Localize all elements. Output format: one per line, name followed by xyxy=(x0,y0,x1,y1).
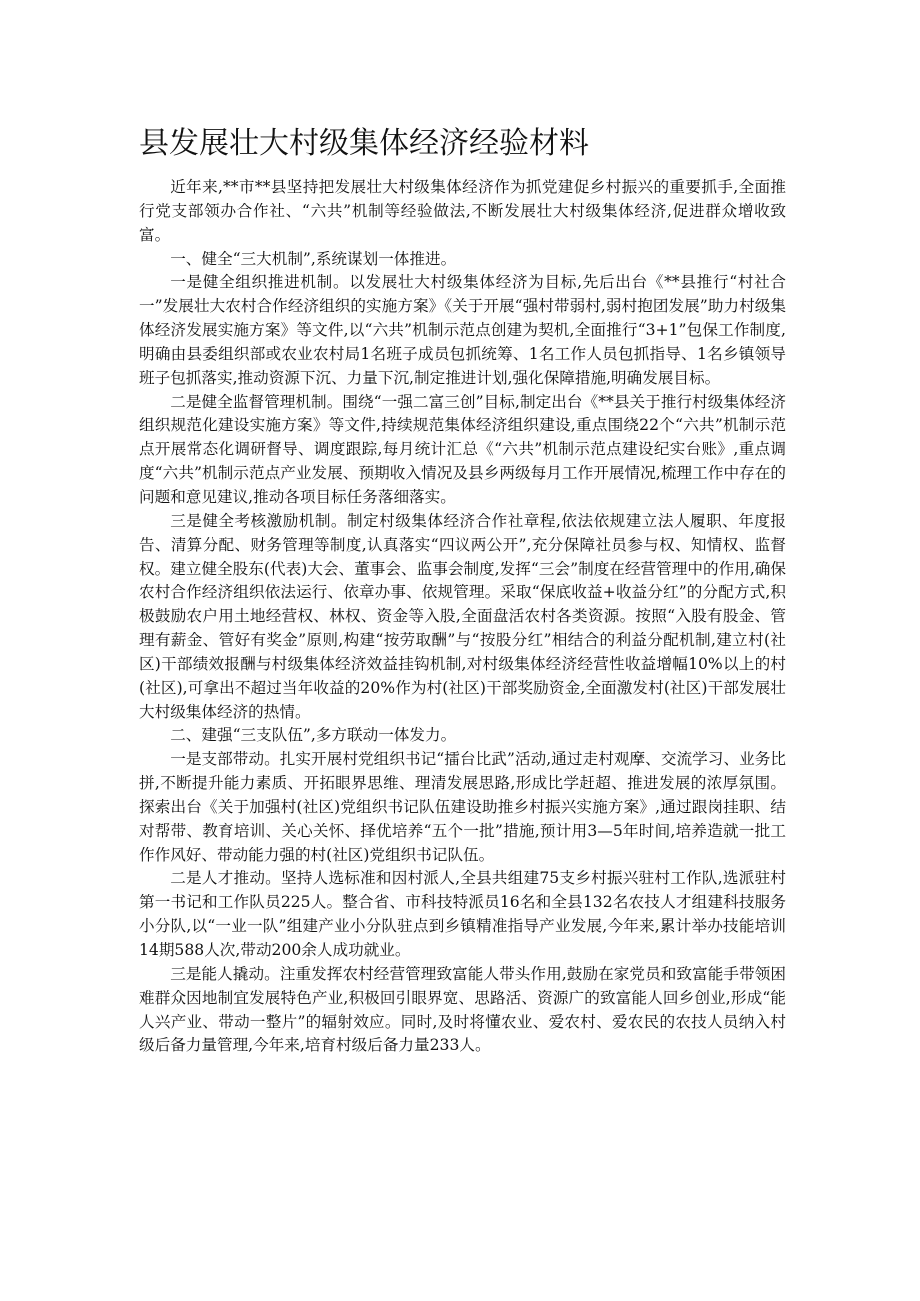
section-heading-1: 一、健全“三大机制”,系统谋划一体推进。 xyxy=(170,249,457,268)
document-page xyxy=(139,120,786,1058)
body-paragraph: 二是健全监督管理机制。围绕“一强二富三创”目标,制定出台《**县关于推行村级集体经济组织规范化建设实施方案》等文件,持续规范集体经济组织建设,重点围绕22个“六共”机制示范点开展常态化调研督导、调度跟踪,每月统计汇总《“六共”机制示范点建设纪实台账》,重点调度“六共”机制示范点产业发展、预期收入情况及县乡两级每月工作开展情况,梳理工作中存在的问题和意见建议,推动各项目标任务落细落实。 xyxy=(139,392,786,506)
body-paragraph: 三是能人撬动。注重发挥农村经营管理致富能人带头作用,鼓励在家党员和致富能手带领困难群众因地制宜发展特色产业,积极回引眼界宽、思路活、资源广的致富能人回乡创业,形成“能人兴产业、带动一整片”的辐射效应。同时,及时将懂农业、爱农村、爱农民的农技人员纳入村级后备力量管理,今年来,培育村级后备力量233人。 xyxy=(139,964,786,1055)
body-paragraph: 一是支部带动。扎实开展村党组织书记“擂台比武”活动,通过走村观摩、交流学习、业务比拼,不断提升能力素质、开拓眼界思维、理清发展思路,形成比学赶超、推进发展的浓厚氛围。探索出台《关于加强村(社区)党组织书记队伍建设助推乡村振兴实施方案》,通过跟岗挂职、结对帮带、教育培训、关心关怀、择优培养“五个一批”措施,预计用3—5年时间,培养造就一批工作作风好、带动能力强的村(社区)党组织书记队伍。 xyxy=(139,750,786,864)
intro-paragraph: 近年来,**市**县坚持把发展壮大村级集体经济作为抓党建促乡村振兴的重要抓手,全面推行党支部领办合作社、“六共”机制等经验做法,不断发展壮大村级集体经济,促进群众增收致富。 xyxy=(139,178,786,244)
section-heading-2: 二、建强“三支队伍”,多方联动一体发力。 xyxy=(170,726,457,745)
body-paragraph: 三是健全考核激励机制。制定村级集体经济合作社章程,依法依规建立法人履职、年度报告、清算分配、财务管理等制度,认真落实“四议两公开”,充分保障社员参与权、知情权、监督权。建立健全股东(代表)大会、董事会、监事会制度,发挥“三会”制度在经营管理中的作用,确保农村合作经济组织依法运行、依章办事、依规管理。采取“保底收益+收益分红”的分配方式,积极鼓励农户用土地经营权、林权、资金等入股,全面盘活农村各类资源。按照“入股有股金、管理有薪金、管好有奖金”原则,构建“按劳取酬”与“按股分红”相结合的利益分配机制,建立村(社区)干部绩效报酬与村级集体经济效益挂钩机制,对村级集体经济经营性收益增幅10%以上的村(社区),可拿出不超过当年收益的20%作为村(社区)干部奖励资金,全面激发村(社区)干部发展壮大村级集体经济的热情。 xyxy=(139,511,786,721)
document-title: 县发展壮大村级集体经济经验材料 xyxy=(139,126,589,161)
body-paragraph: 二是人才推动。坚持人选标准和因村派人,全县共组建75支乡村振兴驻村工作队,选派驻村第一书记和工作队员225人。整合省、市科技特派员16名和全县132名农技人才组建科技服务小分队,以“一业一队”组建产业小分队驻点到乡镇精准指导产业发展,今年来,累计举办技能培训14期588人次,带动200余人成功就业。 xyxy=(139,869,786,959)
body-paragraph: 一是健全组织推进机制。以发展壮大村级集体经济为目标,先后出台《**县推行“村社合一”发展壮大农村合作经济组织的实施方案》《关于开展“强村带弱村,弱村抱团发展”助力村级集体经济发展实施方案》等文件,以“六共”机制示范点创建为契机,全面推行“3+1”包保工作制度,明确由县委组织部或农业农村局1名班子成员包抓统筹、1名工作人员包抓指导、1名乡镇领导班子包抓落实,推动资源下沉、力量下沉,制定推进计划,强化保障措施,明确发展目标。 xyxy=(139,273,786,387)
